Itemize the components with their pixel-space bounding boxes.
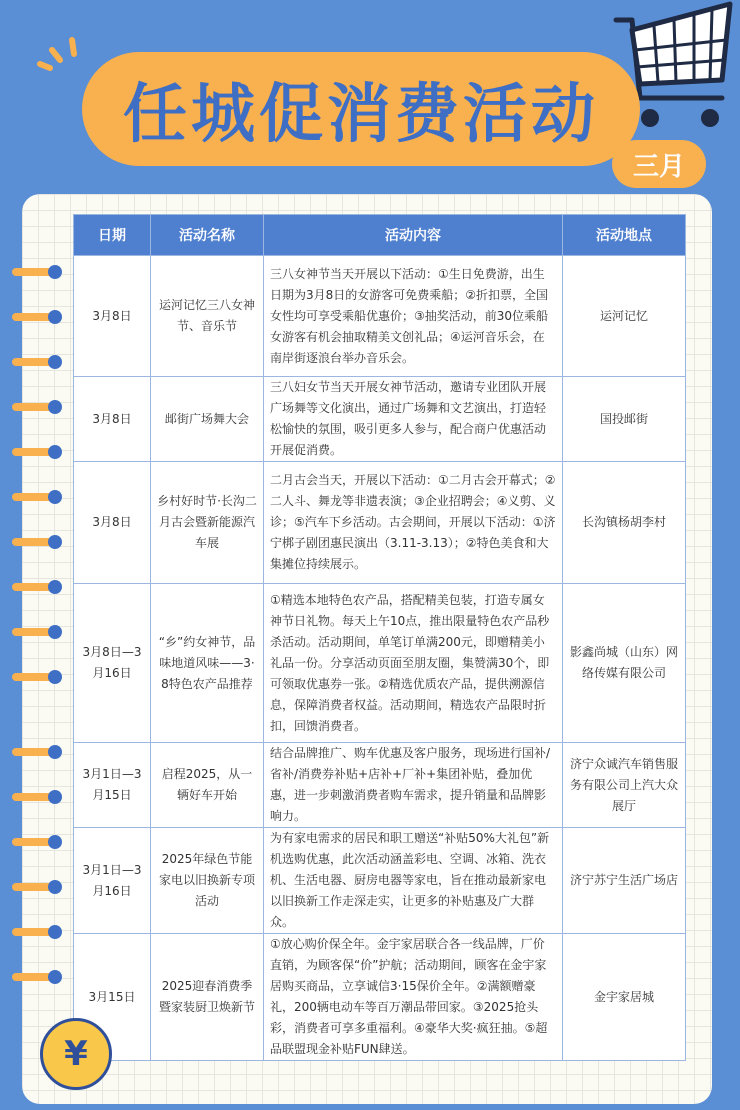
cell-place: 运河记忆	[563, 256, 686, 377]
cell-place: 济宁众诚汽车销售服务有限公司上汽大众展厅	[563, 743, 686, 828]
binder-ring	[12, 445, 68, 459]
header-name: 活动名称	[151, 215, 264, 256]
binder-ring	[12, 835, 68, 849]
binder-ring	[12, 970, 68, 984]
cell-date: 3月8日—3月16日	[74, 584, 151, 743]
cell-place: 影鑫尚城（山东）网络传媒有限公司	[563, 584, 686, 743]
binder-ring	[12, 745, 68, 759]
cell-name: “乡”约女神节，品味地道风味——3·8特色农产品推荐	[151, 584, 264, 743]
month-badge: 三月	[612, 140, 706, 188]
binder-ring	[12, 625, 68, 639]
header-content: 活动内容	[264, 215, 563, 256]
header-place: 活动地点	[563, 215, 686, 256]
cell-content: ①放心购价保全年。金宇家居联合各一线品牌，厂价直销，为顾客保“价”护航；活动期间，顾客在金宇家居购买商品，立享诚信3·15保价全年。②满额赠豪礼，200辆电动车等百万潮品带回家。③2025抢头彩，消费者可享多重福利。④豪华大奖·疯狂抽。⑤超品联盟现金补贴FUN肆送。	[264, 934, 563, 1061]
cell-name: 䢺街广场舞大会	[151, 377, 264, 462]
cell-date: 3月8日	[74, 462, 151, 584]
binder-ring	[12, 355, 68, 369]
cell-content: 为有家电需求的居民和职工赠送“补贴50%大礼包”新机选购优惠，此次活动涵盖彩电、空调、冰箱、洗衣机、生活电器、厨房电器等家电，旨在推动最新家电以旧换新工作走深走实，让更多的补贴惠及广大群众。	[264, 828, 563, 934]
cell-date: 3月1日—3月16日	[74, 828, 151, 934]
table-row	[74, 377, 686, 462]
cell-content: ①精选本地特色农产品，搭配精美包装，打造专属女神节日礼物。每天上午10点，推出限量特色农产品秒杀活动。活动期间，单笔订单满200元，即赠精美小礼品一份。分享活动页面至朋友圈，集赞满30个，即可领取优惠券一张。②精选优质农产品，提供溯源信息，保障消费者权益。活动期间，精选农产品限时折扣，回馈消费者。	[264, 584, 563, 743]
cell-date: 3月8日	[74, 256, 151, 377]
cell-name: 乡村好时节·长沟二月古会暨新能源汽车展	[151, 462, 264, 584]
cell-place: 长沟镇杨胡李村	[563, 462, 686, 584]
cell-name: 2025年绿色节能家电以旧换新专项活动	[151, 828, 264, 934]
binder-ring	[12, 670, 68, 684]
table-row	[74, 934, 686, 1061]
binder-ring	[12, 925, 68, 939]
cell-content: 结合品牌推广、购车优惠及客户服务，现场进行国补/省补/消费券补贴+店补+厂补+集团补贴，叠加优惠，进一步刺激消费者购车需求，提升销量和品牌影响力。	[264, 743, 563, 828]
table-row	[74, 743, 686, 828]
binder-ring	[12, 580, 68, 594]
cell-name: 启程2025，从一辆好车开始	[151, 743, 264, 828]
table-header-row	[74, 215, 686, 256]
header-date: 日期	[74, 215, 151, 256]
events-table	[73, 214, 686, 1061]
cell-content: 三八女神节当天开展以下活动：①生日免费游，出生日期为3月8日的女游客可免费乘船；②折扣票，全国女性均可享受乘船优惠价；③抽奖活动，前30位乘船女游客有机会抽取精美文创礼品；④运河音乐会，在南岸街逐浪台举办音乐会。	[264, 256, 563, 377]
binder-ring	[12, 310, 68, 324]
yen-coin-icon: ¥	[40, 1018, 112, 1090]
cell-place: 济宁苏宁生活广场店	[563, 828, 686, 934]
table-row	[74, 584, 686, 743]
cell-name: 运河记忆三八女神节、音乐节	[151, 256, 264, 377]
page-title: 任城促消费活动	[123, 78, 599, 152]
binder-ring	[12, 880, 68, 894]
table-row	[74, 828, 686, 934]
table-row	[74, 256, 686, 377]
binder-ring	[12, 490, 68, 504]
binder-ring	[12, 265, 68, 279]
binder-ring	[12, 790, 68, 804]
cell-place: 金宇家居城	[563, 934, 686, 1061]
cell-place: 国投䢺街	[563, 377, 686, 462]
binder-ring	[12, 400, 68, 414]
table-row	[74, 462, 686, 584]
spark-lines-icon	[36, 34, 86, 74]
title-banner	[82, 52, 640, 166]
cell-date: 3月15日	[74, 934, 151, 1061]
cell-date: 3月8日	[74, 377, 151, 462]
cell-date: 3月1日—3月15日	[74, 743, 151, 828]
cell-content: 三八妇女节当天开展女神节活动，邀请专业团队开展广场舞等文化演出，通过广场舞和文艺演出，打造轻松愉快的氛围，吸引更多人参与，配合商户优惠活动开展促消费。	[264, 377, 563, 462]
binder-ring	[12, 535, 68, 549]
cell-name: 2025迎春消费季暨家装厨卫焕新节	[151, 934, 264, 1061]
cell-content: 二月古会当天，开展以下活动：①二月古会开幕式；②二人斗、舞龙等非遗表演；③企业招聘会；④义剪、义诊；⑤汽车下乡活动。古会期间，开展以下活动：①济宁梆子剧团惠民演出（3.11-3.13）；②特色美食和大集摊位持续展示。	[264, 462, 563, 584]
